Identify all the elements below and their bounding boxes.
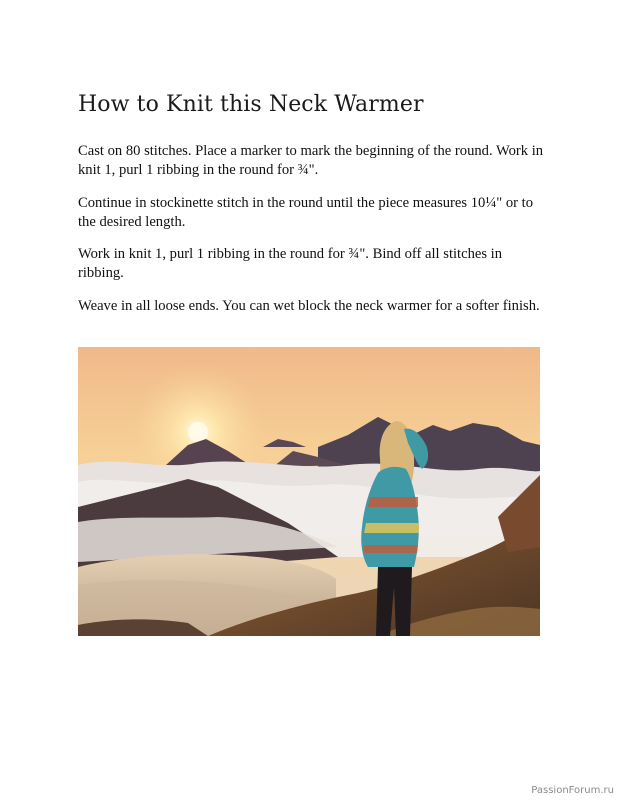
photo-mountain-sunset xyxy=(78,347,540,636)
photo-icon xyxy=(78,347,540,636)
paragraph-bind-off: Work in knit 1, purl 1 ribbing in the round for ¾". Bind off all stitches in ribbing. xyxy=(78,246,503,281)
paragraph-finishing: Weave in all loose ends. You can wet block the neck warmer for a softer finish. xyxy=(78,298,540,314)
paragraph-stockinette: Continue in stockinette stitch in the round until the piece measures 10¼" or to the desired length. xyxy=(78,195,534,230)
page-title: How to Knit this Neck Warmer xyxy=(78,92,424,117)
watermark: PassionForum.ru xyxy=(531,785,614,796)
paragraph-cast-on: Cast on 80 stitches. Place a marker to mark the beginning of the round. Work in knit 1, purl 1 ribbing in the round for ¾". xyxy=(78,143,544,178)
